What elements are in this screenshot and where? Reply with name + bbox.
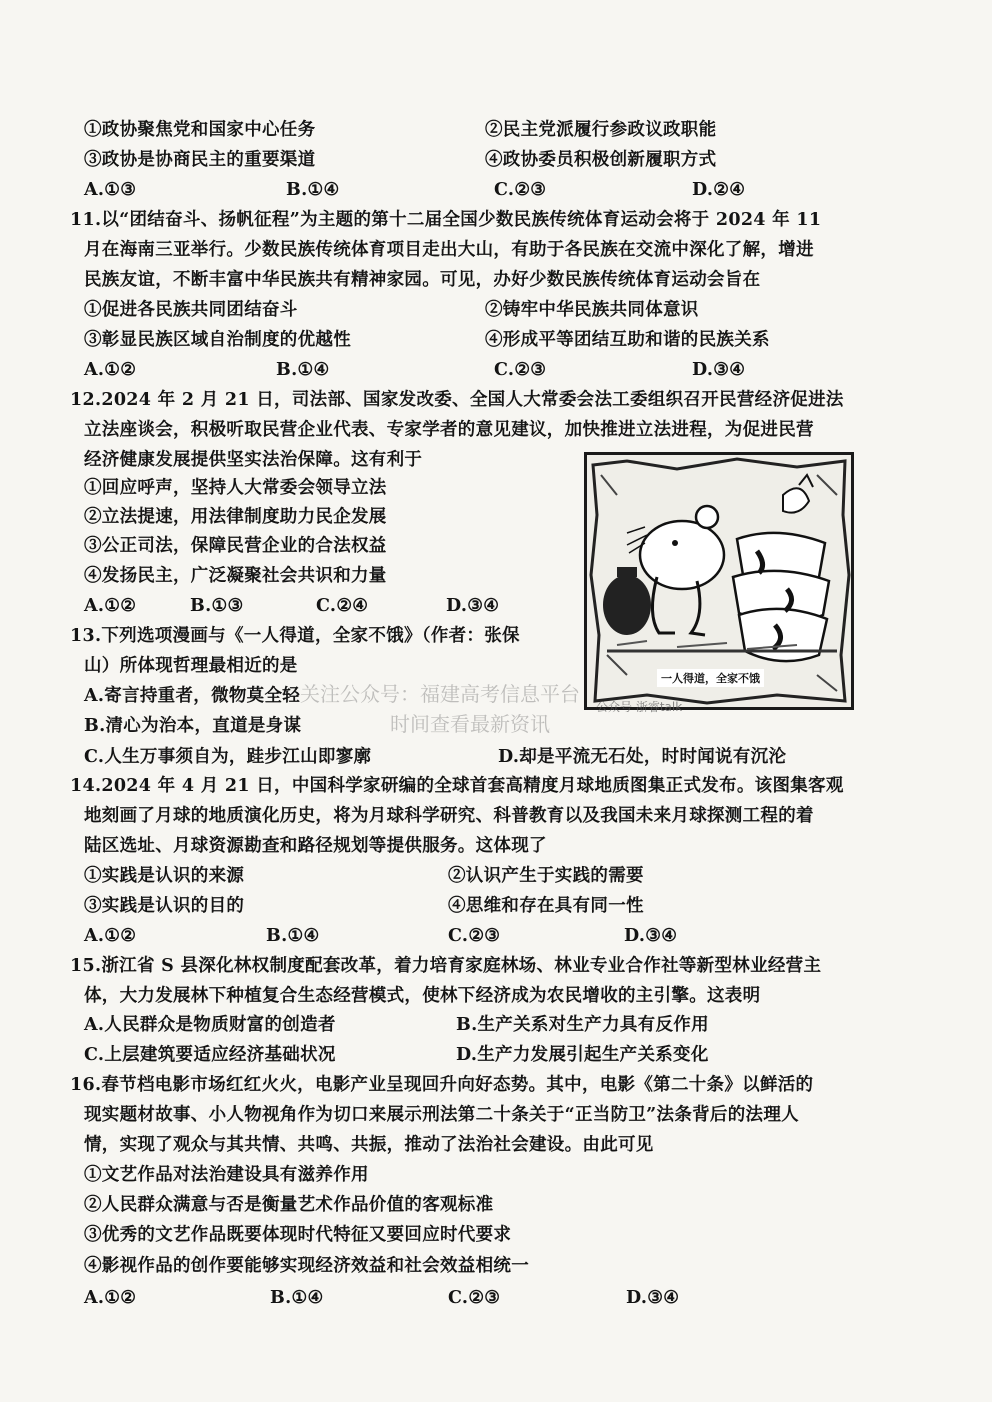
q11-option-1: ①促进各民族共同团结奋斗 bbox=[84, 300, 298, 320]
cartoon-image bbox=[584, 452, 854, 710]
q14-option-1: ①实践是认识的来源 bbox=[84, 866, 245, 886]
q11-stem-line-2: 月在海南三亚举行。少数民族传统体育项目走出大山，有助于各民族在交流中深化了解，增进 bbox=[84, 240, 814, 260]
q16-choice-c: C.②③ bbox=[448, 1288, 501, 1308]
q14-option-4: ④思维和存在具有同一性 bbox=[448, 896, 644, 916]
q12-option-2: ②立法提速，用法律制度助力民企发展 bbox=[84, 507, 387, 527]
q13-choice-d: D.却是平流无石处，时时闻说有沉沦 bbox=[498, 747, 787, 767]
q11-stem-line-3: 民族友谊，不断丰富中华民族共有精神家园。可见，办好少数民族传统体育运动会旨在 bbox=[84, 270, 761, 290]
q12-choice-a: A.①② bbox=[84, 596, 137, 616]
q16-option-4: ④影视作品的创作要能够实现经济效益和社会效益相统一 bbox=[84, 1256, 529, 1276]
q16-choice-a: A.①② bbox=[84, 1288, 137, 1308]
q15-stem-line-2: 体，大力发展林下种植复合生态经营模式，使林下经济成为农民增收的主引擎。这表明 bbox=[84, 986, 761, 1006]
q15-choice-d: D.生产力发展引起生产关系变化 bbox=[456, 1045, 709, 1065]
q11-choice-b: B.①④ bbox=[276, 360, 330, 380]
q11-choice-c: C.②③ bbox=[494, 360, 547, 380]
q16-stem-line-2: 现实题材故事、小人物视角作为切口来展示刑法第二十条关于“正当防卫”法条背后的法理人 bbox=[84, 1105, 799, 1125]
watermark-text-1: 关注公众号：福建高考信息平台 bbox=[300, 682, 580, 706]
q15-choice-b: B.生产关系对生产力具有反作用 bbox=[456, 1015, 709, 1035]
q10-choice-d: D.②④ bbox=[692, 180, 746, 200]
q16-choice-b: B.①④ bbox=[270, 1288, 324, 1308]
q11-option-3: ③彰显民族区域自治制度的优越性 bbox=[84, 330, 351, 350]
q14-choice-d: D.③④ bbox=[624, 926, 678, 946]
q10-option-3: ③政协是协商民主的重要渠道 bbox=[84, 150, 316, 170]
q14-stem-line-2: 地刻画了月球的地质演化历史，将为月球科学研究、科普教育以及我国未来月球探测工程的着 bbox=[84, 806, 814, 826]
q14-stem-line-3: 陆区选址、月球资源勘查和路径规划等提供服务。这体现了 bbox=[84, 836, 547, 856]
q12-choice-b: B.①③ bbox=[190, 596, 244, 616]
cartoon-caption: 一人得道，全家不饿 bbox=[657, 669, 764, 687]
watermark-text-2: 时间查看最新资讯 bbox=[390, 712, 550, 736]
q12-option-3: ③公正司法，保障民营企业的合法权益 bbox=[84, 536, 387, 556]
q14-choice-b: B.①④ bbox=[266, 926, 320, 946]
q16-option-2: ②人民群众满意与否是衡量艺术作品价值的客观标准 bbox=[84, 1195, 494, 1215]
q14-option-2: ②认识产生于实践的需要 bbox=[448, 866, 644, 886]
q13-stem-line-1: 13.下列选项漫画与《一人得道，全家不饿》（作者：张保 bbox=[70, 626, 520, 646]
q12-stem-line-1: 12.2024 年 2 月 21 日，司法部、国家发改委、全国人大常委会法工委组织召开民营经济促进法 bbox=[70, 390, 844, 410]
q12-option-4: ④发扬民主，广泛凝聚社会共识和力量 bbox=[84, 566, 387, 586]
q11-option-4: ④形成平等团结互助和谐的民族关系 bbox=[485, 330, 770, 350]
q11-stem-line-1: 11.以“团结奋斗、扬帆征程”为主题的第十二届全国少数民族传统体育运动会将于 2024 年 11 bbox=[70, 210, 822, 230]
q13-stem-line-2: 山）所体现哲理最相近的是 bbox=[84, 656, 298, 676]
q14-stem-line-1: 14.2024 年 4 月 21 日，中国科学家研编的全球首套高精度月球地质图集正式发布。该图集客观 bbox=[70, 776, 844, 796]
watermark-text-3: 公众号 浙睿talk bbox=[596, 700, 683, 714]
q11-choice-d: D.③④ bbox=[692, 360, 746, 380]
q12-option-1: ①回应呼声，坚持人大常委会领导立法 bbox=[84, 478, 387, 498]
q14-choice-a: A.①② bbox=[84, 926, 137, 946]
q12-stem-line-3: 经济健康发展提供坚实法治保障。这有利于 bbox=[84, 450, 423, 470]
q13-choice-a: A.寄言持重者，微物莫全轻 bbox=[84, 686, 301, 706]
q15-choice-c: C.上层建筑要适应经济基础状况 bbox=[84, 1045, 336, 1065]
q10-option-2: ②民主党派履行参政议政职能 bbox=[485, 120, 717, 140]
q12-choice-d: D.③④ bbox=[446, 596, 500, 616]
q14-choice-c: C.②③ bbox=[448, 926, 501, 946]
q13-choice-b: B.清心为治本，直道是身谋 bbox=[84, 716, 302, 736]
q16-stem-line-3: 情，实现了观众与其共情、共鸣、共振，推动了法治社会建设。由此可见 bbox=[84, 1135, 654, 1155]
q16-choice-d: D.③④ bbox=[626, 1288, 680, 1308]
q10-choice-a: A.①③ bbox=[84, 180, 137, 200]
q16-option-3: ③优秀的文艺作品既要体现时代特征又要回应时代要求 bbox=[84, 1225, 512, 1245]
q10-choice-c: C.②③ bbox=[494, 180, 547, 200]
q13-choice-c: C.人生万事须自为，跬步江山即寥廓 bbox=[84, 747, 372, 767]
q12-choice-c: C.②④ bbox=[316, 596, 369, 616]
q11-option-2: ②铸牢中华民族共同体意识 bbox=[485, 300, 699, 320]
q12-stem-line-2: 立法座谈会，积极听取民营企业代表、专家学者的意见建议，加快推进立法进程，为促进民营 bbox=[84, 420, 814, 440]
q14-option-3: ③实践是认识的目的 bbox=[84, 896, 245, 916]
q15-choice-a: A.人民群众是物质财富的创造者 bbox=[84, 1015, 336, 1035]
q10-option-1: ①政协聚焦党和国家中心任务 bbox=[84, 120, 316, 140]
q15-stem-line-1: 15.浙江省 S 县深化林权制度配套改革，着力培育家庭林场、林业专业合作社等新型林业经营主 bbox=[70, 956, 822, 976]
q11-choice-a: A.①② bbox=[84, 360, 137, 380]
q10-option-4: ④政协委员积极创新履职方式 bbox=[485, 150, 717, 170]
q16-stem-line-1: 16.春节档电影市场红红火火，电影产业呈现回升向好态势。其中，电影《第二十条》以鲜活的 bbox=[70, 1075, 814, 1095]
q10-choice-b: B.①④ bbox=[286, 180, 340, 200]
q16-option-1: ①文艺作品对法治建设具有滋养作用 bbox=[84, 1165, 369, 1185]
